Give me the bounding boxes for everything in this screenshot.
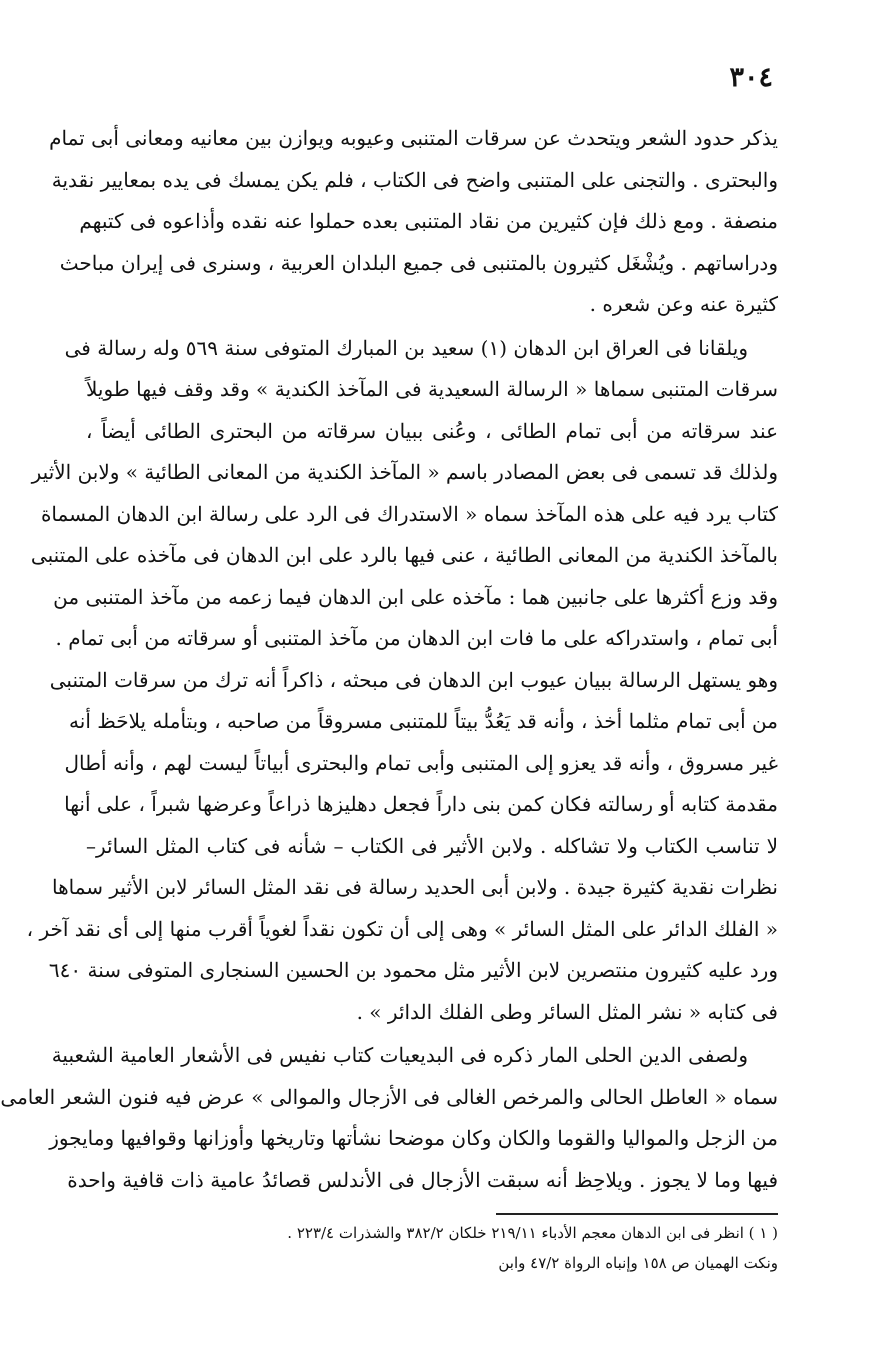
text-line: نظرات نقدية كثيرة جيدة . ولابن أبى الحديد رسالة فى نقد المثل السائر لابن الأثير سماها <box>51 875 778 899</box>
text-line: ولصفى الدين الحلى المار ذكره فى البديعيات كتاب نفيس فى الأشعار العامية الشعبية <box>51 1043 748 1067</box>
footnotes <box>86 1218 778 1278</box>
text-line: ودراساتهم . ويُشْغَل كثيرون بالمتنبى فى جميع البلدان العربية ، وسنرى فى إيران مباحث <box>59 250 778 275</box>
text-line: من أبى تمام مثلما أخذ ، وأنه قد يَعُدُّ بيتاً للمتنبى مسروقاً من صاحبه ، وبتأمله يلاحَظ أنه <box>69 709 778 733</box>
text-line: وقد وزع أكثرها على جانبين هما : مآخذه على ابن الدهان فيما زعمه من مآخذ المتنبى من <box>53 584 778 609</box>
text-line: من الزجل والمواليا والقوما والكان وكان موضحا نشأتها وتاريخها وأوزانها وقوافيها ومايجوز <box>49 1126 778 1150</box>
text-line: بالمآخذ الكندية من المعانى الطائية ، عنى فيها بالرد على ابن الدهان فى مآخذه على المتنبى <box>30 543 778 567</box>
text-line: وهو يستهل الرسالة ببيان عيوب ابن الدهان فى مبحثه ، ذاكراً أنه ترك من سرقات المتنبى <box>49 667 778 692</box>
text-line: ويلقانا فى العراق ابن الدهان (١) سعيد بن المبارك المتوفى سنة ٥٦٩ وله رسالة فى <box>64 335 748 360</box>
text-line: لا تناسب الكتاب ولا تشاكله . ولابن الأثير فى الكتاب – شأنه فى كتاب المثل السائر– <box>86 833 778 858</box>
paragraph-3 <box>0 1035 778 1201</box>
footnote-line: ( ١ ) انظر فى ابن الدهان معجم الأدباء ٢١٩/١١ خلكان ٣٨٢/٢ والشذرات ٢٢٣/٤ . <box>287 1224 778 1242</box>
text-line: غير مسروق ، وأنه قد يعزو إلى المتنبى وأبى تمام والبحترى أبياتاً ليست لهم ، وأنه أطال <box>64 750 778 775</box>
text-line: ولذلك قد تسمى فى بعض المصادر باسم « المآخذ الكندية من المعانى الطائية » ولابن الأثير <box>31 460 778 484</box>
body-text <box>0 118 778 1201</box>
footnote-divider <box>496 1213 778 1215</box>
text-line: كثيرة عنه وعن شعره . <box>589 292 778 316</box>
text-line: منصفة . ومع ذلك فإن كثيرين من نقاد المتنبى بعده حملوا عنه نقده وأذاعوه فى كتبهم <box>79 209 778 233</box>
text-line: فيها وما لا يجوز . ويلاحِظ أنه سبقت الأزجال فى الأندلس قصائدُ عامية ذات قافية واحدة <box>67 1167 778 1192</box>
footnote-line: ونكت الهميان ص ١٥٨ وإنباه الرواة ٤٧/٢ وابن <box>498 1254 778 1272</box>
text-line: سرقات المتنبى سماها « الرسالة السعيدية فى المآخذ الكندية » وقد وقف فيها طويلاً <box>86 377 778 401</box>
text-line: أبى تمام ، واستدراكه على ما فات ابن الدهان من مآخذ المتنبى أو سرقاته من أبى تمام . <box>55 626 778 650</box>
paragraph-2 <box>26 328 778 1034</box>
text-line: « الفلك الدائر على المثل السائر » وهى إلى أن تكون نقداً لغوياً أقرب منها إلى أى نقد آخر ، <box>26 916 778 941</box>
text-line: مقدمة كتابه أو رسالته فكان كمن بنى داراً فجعل دهليزها ذراعاً وعرضها شبراً ، على أنها <box>64 792 778 816</box>
text-line: سماه « العاطل الحالى والمرخص الغالى فى الأزجال والموالى » عرض فيه فنون الشعر العامى <box>0 1084 778 1109</box>
text-line: والبحترى . والتجنى على المتنبى واضح فى الكتاب ، فلم يكن يمسك فى يده بمعايير نقدية <box>51 167 778 192</box>
page-number: ٣٠٤ <box>729 62 773 93</box>
text-line: فى كتابه « نشر المثل السائر وطى الفلك الدائر » . <box>356 999 778 1024</box>
text-line: عند سرقاته من أبى تمام الطائى ، وعُنى ببيان سرقاته من البحترى الطائى أيضاً ، <box>86 418 778 443</box>
text-line: يذكر حدود الشعر ويتحدث عن سرقات المتنبى وعيوبه ويوازن بين معانيه ومعانى أبى تمام <box>49 126 778 150</box>
text-line: كتاب يرد فيه على هذه المآخذ سماه « الاستدراك فى الرد على رسالة ابن الدهان المسماة <box>40 501 778 526</box>
text-line: ورد عليه كثيرون منتصرين لابن الأثير مثل محمود بن الحسين السنجارى المتوفى سنة ٦٤٠ <box>48 958 778 982</box>
paragraph-1 <box>49 118 778 326</box>
